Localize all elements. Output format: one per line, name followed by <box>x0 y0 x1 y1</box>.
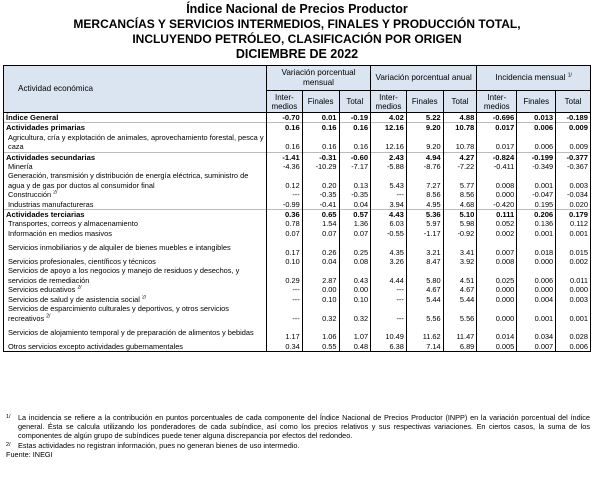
value-cell: 9.20 <box>406 123 443 133</box>
value-cell: 0.65 <box>302 210 339 220</box>
footnote-1-text: La incidencia se refiere a la contribución en puntos porcentuales de cada componente del Índice Nacional de Precios Productor (INPP) en la variación porcentual del índice general. Ésta se calcula utilizando los ponderadores de cada subíndice, así como los precios relativos y sus respectivas variaciones. En ciertos casos, la suma de los componentes de algún grupo de subíndices puede tener alguna discrepancia por efectos del redondeo. <box>18 413 590 441</box>
activity-label-cell <box>4 304 267 323</box>
value-cell: 12.16 <box>371 133 407 152</box>
subheader-intermediate: Inter-medios <box>266 91 302 113</box>
value-cell: 0.008 <box>477 171 517 190</box>
value-cell: -0.189 <box>556 113 591 123</box>
value-cell: -0.35 <box>339 190 371 199</box>
monthly-variation-header: Variación porcentual mensual <box>266 66 370 91</box>
value-cell: 0.015 <box>556 238 591 257</box>
activity-label-cell <box>4 152 267 162</box>
table-row <box>4 171 591 190</box>
activity-label-cell <box>4 219 267 228</box>
value-cell: -0.60 <box>339 152 371 162</box>
value-cell: 0.000 <box>477 190 517 199</box>
value-cell: 0.002 <box>556 257 591 266</box>
value-cell: 7.27 <box>406 171 443 190</box>
value-cell: 4.95 <box>406 200 443 210</box>
activity-label: Servicios de esparcimiento culturales y deportivos, y otros servicios recreativos <box>8 304 229 323</box>
activity-note-mark: 2/ <box>77 285 82 291</box>
value-cell: 0.017 <box>477 133 517 152</box>
activity-label: Otros servicios excepto actividades gubernamentales <box>8 341 184 351</box>
table-row <box>4 304 591 323</box>
table-row <box>4 133 591 152</box>
activity-label-cell <box>4 257 267 266</box>
value-cell: --- <box>371 285 407 294</box>
activity-note-mark: 2/ <box>141 294 147 301</box>
value-cell: 0.17 <box>266 238 302 257</box>
value-cell: 0.001 <box>556 304 591 323</box>
table-row <box>4 257 591 266</box>
activity-label: Actividades terciarias <box>6 210 85 220</box>
table-row <box>4 295 591 304</box>
activity-label-cell <box>4 323 267 342</box>
value-cell: 5.36 <box>406 210 443 220</box>
value-cell: 0.001 <box>556 229 591 238</box>
value-cell: 0.112 <box>556 219 591 228</box>
value-cell: 6.03 <box>371 219 407 228</box>
value-cell: 2.87 <box>302 266 339 285</box>
value-cell: -0.99 <box>266 200 302 210</box>
value-cell: -0.411 <box>477 162 517 171</box>
value-cell: 4.43 <box>371 210 407 220</box>
value-cell: 5.22 <box>406 113 443 123</box>
table-row <box>4 238 591 257</box>
value-cell: -0.70 <box>266 113 302 123</box>
value-cell: -1.41 <box>266 152 302 162</box>
report-subtitle-2: INCLUYENDO PETRÓLEO, CLASIFICACIÓN POR ORIGEN <box>132 32 462 46</box>
value-cell: 2.43 <box>371 152 407 162</box>
value-cell: 0.26 <box>302 238 339 257</box>
activity-label-cell <box>4 162 267 171</box>
value-cell: -0.55 <box>371 229 407 238</box>
activity-label-cell <box>4 171 267 190</box>
value-cell: 0.007 <box>517 342 556 352</box>
value-cell: 5.80 <box>406 266 443 285</box>
value-cell: -0.19 <box>339 113 371 123</box>
value-cell: 0.07 <box>339 229 371 238</box>
value-cell: 5.44 <box>443 295 477 304</box>
table-row <box>4 113 591 123</box>
value-cell: 0.013 <box>517 113 556 123</box>
value-cell: 0.55 <box>302 342 339 352</box>
value-cell: 0.136 <box>517 219 556 228</box>
value-cell: 4.44 <box>371 266 407 285</box>
table-row <box>4 200 591 210</box>
value-cell: 5.56 <box>406 304 443 323</box>
value-cell: 4.88 <box>443 113 477 123</box>
value-cell: 0.25 <box>339 238 371 257</box>
value-cell: -7.22 <box>443 162 477 171</box>
value-cell: -8.76 <box>406 162 443 171</box>
value-cell: 1.06 <box>302 323 339 342</box>
value-cell: -0.367 <box>556 162 591 171</box>
value-cell: 0.028 <box>556 323 591 342</box>
value-cell: 0.006 <box>517 123 556 133</box>
value-cell: -0.31 <box>302 152 339 162</box>
value-cell: 0.006 <box>556 342 591 352</box>
value-cell: 0.000 <box>477 295 517 304</box>
subheader-total: Total <box>339 91 371 113</box>
value-cell: 0.014 <box>477 323 517 342</box>
footnotes <box>6 413 590 459</box>
value-cell: 0.10 <box>266 257 302 266</box>
subheader-final: Finales <box>302 91 339 113</box>
value-cell: 0.000 <box>556 285 591 294</box>
value-cell: -0.377 <box>556 152 591 162</box>
value-cell: 5.77 <box>443 171 477 190</box>
footnote-1-mark: 1/ <box>6 414 11 420</box>
value-cell: 0.005 <box>477 342 517 352</box>
value-cell: 3.26 <box>371 257 407 266</box>
value-cell: 0.34 <box>266 342 302 352</box>
value-cell: 0.003 <box>556 171 591 190</box>
value-cell: --- <box>266 295 302 304</box>
monthly-incidence-label: Incidencia mensual <box>495 73 566 82</box>
value-cell: 0.000 <box>477 285 517 294</box>
activity-label: Actividades secundarias <box>6 152 96 162</box>
table-row <box>4 266 591 285</box>
value-cell: 0.43 <box>339 266 371 285</box>
activity-label: Servicios profesionales, científicos y técnicos <box>8 257 156 267</box>
activity-label-cell <box>4 238 267 257</box>
activity-note-mark: 2/ <box>53 190 58 196</box>
value-cell: 5.10 <box>443 210 477 220</box>
subheader-intermediate: Inter-medios <box>477 91 517 113</box>
value-cell: 5.97 <box>406 219 443 228</box>
value-cell: --- <box>371 190 407 199</box>
footnote-1 <box>6 413 590 441</box>
activity-label-cell <box>4 229 267 238</box>
activity-label: Transportes, correos y almacenamiento <box>8 219 138 229</box>
value-cell: 0.01 <box>302 113 339 123</box>
value-cell: 0.206 <box>517 210 556 220</box>
value-cell: 4.35 <box>371 238 407 257</box>
value-cell: 1.17 <box>266 323 302 342</box>
value-cell: 0.04 <box>339 200 371 210</box>
value-cell: 0.052 <box>477 219 517 228</box>
table-row <box>4 323 591 342</box>
activity-label: Servicios inmobiliarios y de alquiler de bienes muebles e intangibles <box>8 242 231 252</box>
value-cell: 0.001 <box>517 171 556 190</box>
annual-variation-header: Variación porcentual anual <box>371 66 477 91</box>
value-cell: 0.29 <box>266 266 302 285</box>
subheader-final: Finales <box>406 91 443 113</box>
activity-label-cell <box>4 200 267 210</box>
value-cell: 5.98 <box>443 219 477 228</box>
value-cell: --- <box>266 285 302 294</box>
table-row <box>4 162 591 171</box>
value-cell: 9.20 <box>406 133 443 152</box>
value-cell: --- <box>371 295 407 304</box>
value-cell: 0.034 <box>517 323 556 342</box>
activity-label: Servicios de apoyo a los negocios y manejo de residuos y desechos, y servicios de remediación <box>8 266 240 285</box>
activity-label-cell <box>4 342 267 352</box>
value-cell: 8.47 <box>406 257 443 266</box>
value-cell: -0.420 <box>477 200 517 210</box>
value-cell: 0.36 <box>266 210 302 220</box>
value-cell: 0.00 <box>339 285 371 294</box>
report-header <box>0 2 594 62</box>
value-cell: 3.41 <box>443 238 477 257</box>
value-cell: 3.21 <box>406 238 443 257</box>
value-cell: 1.36 <box>339 219 371 228</box>
table-row <box>4 210 591 220</box>
report-subtitle-1: MERCANCÍAS Y SERVICIOS INTERMEDIOS, FINALES Y PRODUCCIÓN TOTAL, <box>73 17 521 31</box>
value-cell: 0.000 <box>517 285 556 294</box>
value-cell: 1.54 <box>302 219 339 228</box>
value-cell: -1.17 <box>406 229 443 238</box>
table-row <box>4 152 591 162</box>
subheader-total: Total <box>443 91 477 113</box>
value-cell: 0.07 <box>302 229 339 238</box>
value-cell: 1.07 <box>339 323 371 342</box>
value-cell: --- <box>266 190 302 199</box>
value-cell: 0.16 <box>266 123 302 133</box>
table-row <box>4 285 591 294</box>
activity-column-header: Actividad económica <box>4 66 267 113</box>
value-cell: 0.111 <box>477 210 517 220</box>
table-row <box>4 219 591 228</box>
activity-label-cell <box>4 113 267 123</box>
value-cell: 0.020 <box>556 200 591 210</box>
value-cell: 0.16 <box>302 133 339 152</box>
activity-label-cell <box>4 123 267 133</box>
value-cell: 0.32 <box>339 304 371 323</box>
value-cell: -0.047 <box>517 190 556 199</box>
value-cell: 0.000 <box>477 304 517 323</box>
value-cell: 11.62 <box>406 323 443 342</box>
value-cell: 6.89 <box>443 342 477 352</box>
activity-label-cell <box>4 285 267 294</box>
activity-label: Agricultura, cría y explotación de animales, aprovechamiento forestal, pesca y caza <box>8 132 264 152</box>
activity-label: Actividades primarias <box>6 123 85 133</box>
value-cell: 0.32 <box>302 304 339 323</box>
value-cell: 4.27 <box>443 152 477 162</box>
value-cell: 0.10 <box>302 295 339 304</box>
table-row <box>4 123 591 133</box>
value-cell: 4.67 <box>406 285 443 294</box>
activity-label-cell <box>4 210 267 220</box>
value-cell: 3.92 <box>443 257 477 266</box>
value-cell: 10.78 <box>443 123 477 133</box>
value-cell: 0.48 <box>339 342 371 352</box>
activity-label-cell <box>4 266 267 285</box>
value-cell: 0.78 <box>266 219 302 228</box>
value-cell: 4.68 <box>443 200 477 210</box>
value-cell: 10.49 <box>371 323 407 342</box>
value-cell: 0.007 <box>477 238 517 257</box>
value-cell: 6.38 <box>371 342 407 352</box>
value-cell: 0.16 <box>302 123 339 133</box>
table-row <box>4 229 591 238</box>
value-cell: 0.017 <box>477 123 517 133</box>
value-cell: -0.92 <box>443 229 477 238</box>
activity-label: Servicios educativos <box>8 285 76 295</box>
value-cell: --- <box>371 304 407 323</box>
value-cell: 0.006 <box>517 133 556 152</box>
value-cell: -10.29 <box>302 162 339 171</box>
value-cell: 12.16 <box>371 123 407 133</box>
value-cell: --- <box>266 304 302 323</box>
footnote-2 <box>6 441 590 450</box>
activity-label-cell <box>4 295 267 304</box>
value-cell: 7.14 <box>406 342 443 352</box>
footnote-2-text: Estas actividades no registran información, pues no generan bienes de uso intermedio. <box>18 440 300 450</box>
value-cell: -5.88 <box>371 162 407 171</box>
subheader-total: Total <box>556 91 591 113</box>
value-cell: -0.41 <box>302 200 339 210</box>
value-cell: 0.16 <box>339 123 371 133</box>
activity-label: Construcción <box>8 190 52 200</box>
value-cell: 0.009 <box>556 123 591 133</box>
value-cell: 0.002 <box>477 229 517 238</box>
report-period: DICIEMBRE DE 2022 <box>235 47 359 61</box>
value-cell: 0.025 <box>477 266 517 285</box>
activity-label: Industrias manufactureras <box>8 199 94 209</box>
activity-label: Información en medios masivos <box>8 228 112 238</box>
value-cell: 4.02 <box>371 113 407 123</box>
value-cell: 8.56 <box>406 190 443 199</box>
value-cell: 0.16 <box>339 133 371 152</box>
value-cell: 0.00 <box>302 285 339 294</box>
value-cell: 11.47 <box>443 323 477 342</box>
value-cell: -0.199 <box>517 152 556 162</box>
table-row <box>4 190 591 199</box>
value-cell: 5.44 <box>406 295 443 304</box>
value-cell: -0.35 <box>302 190 339 199</box>
incidence-note-mark: 1/ <box>567 72 572 79</box>
monthly-incidence-header <box>477 66 591 91</box>
value-cell: 0.08 <box>339 257 371 266</box>
table-row <box>4 342 591 352</box>
activity-label: Generación, transmisión y distribución de energía eléctrica, suministro de agua y de gas por ductos al consumidor final <box>8 171 249 190</box>
value-cell: 5.56 <box>443 304 477 323</box>
value-cell: 0.195 <box>517 200 556 210</box>
value-cell: 0.16 <box>266 133 302 152</box>
value-cell: 4.94 <box>406 152 443 162</box>
activity-label: Minería <box>8 162 33 172</box>
report-title: Índice Nacional de Precios Productor <box>186 2 408 16</box>
footnote-2-mark: 2/ <box>6 441 11 448</box>
value-cell: 0.001 <box>517 229 556 238</box>
activity-note-mark: 2/ <box>46 313 51 320</box>
value-cell: 0.009 <box>556 133 591 152</box>
value-cell: 0.003 <box>556 295 591 304</box>
activity-label: Servicios de alojamiento temporal y de preparación de alimentos y bebidas <box>8 327 254 337</box>
price-index-table <box>3 65 591 352</box>
value-cell: 0.10 <box>339 295 371 304</box>
value-cell: 0.07 <box>266 229 302 238</box>
activity-label-cell <box>4 190 267 199</box>
value-cell: 0.006 <box>517 266 556 285</box>
value-cell: 0.018 <box>517 238 556 257</box>
value-cell: 0.011 <box>556 266 591 285</box>
value-cell: 10.78 <box>443 133 477 152</box>
value-cell: 0.008 <box>477 257 517 266</box>
value-cell: 0.12 <box>266 171 302 190</box>
value-cell: 4.67 <box>443 285 477 294</box>
value-cell: 5.43 <box>371 171 407 190</box>
value-cell: 0.57 <box>339 210 371 220</box>
source-line: Fuente: INEGI <box>6 449 53 459</box>
value-cell: 0.13 <box>339 171 371 190</box>
value-cell: 0.179 <box>556 210 591 220</box>
value-cell: -0.034 <box>556 190 591 199</box>
value-cell: 0.004 <box>517 295 556 304</box>
value-cell: -0.349 <box>517 162 556 171</box>
value-cell: 0.04 <box>302 257 339 266</box>
value-cell: -0.824 <box>477 152 517 162</box>
value-cell: 0.000 <box>517 257 556 266</box>
value-cell: -7.17 <box>339 162 371 171</box>
activity-label-cell <box>4 133 267 152</box>
value-cell: 3.94 <box>371 200 407 210</box>
subheader-final: Finales <box>517 91 556 113</box>
value-cell: -0.696 <box>477 113 517 123</box>
value-cell: 4.51 <box>443 266 477 285</box>
value-cell: 0.20 <box>302 171 339 190</box>
value-cell: -4.36 <box>266 162 302 171</box>
subheader-intermediate: Inter-medios <box>371 91 407 113</box>
value-cell: 0.001 <box>517 304 556 323</box>
value-cell: 8.56 <box>443 190 477 199</box>
activity-label: Índice General <box>6 113 59 122</box>
activity-label: Servicios de salud y de asistencia social <box>8 294 140 304</box>
